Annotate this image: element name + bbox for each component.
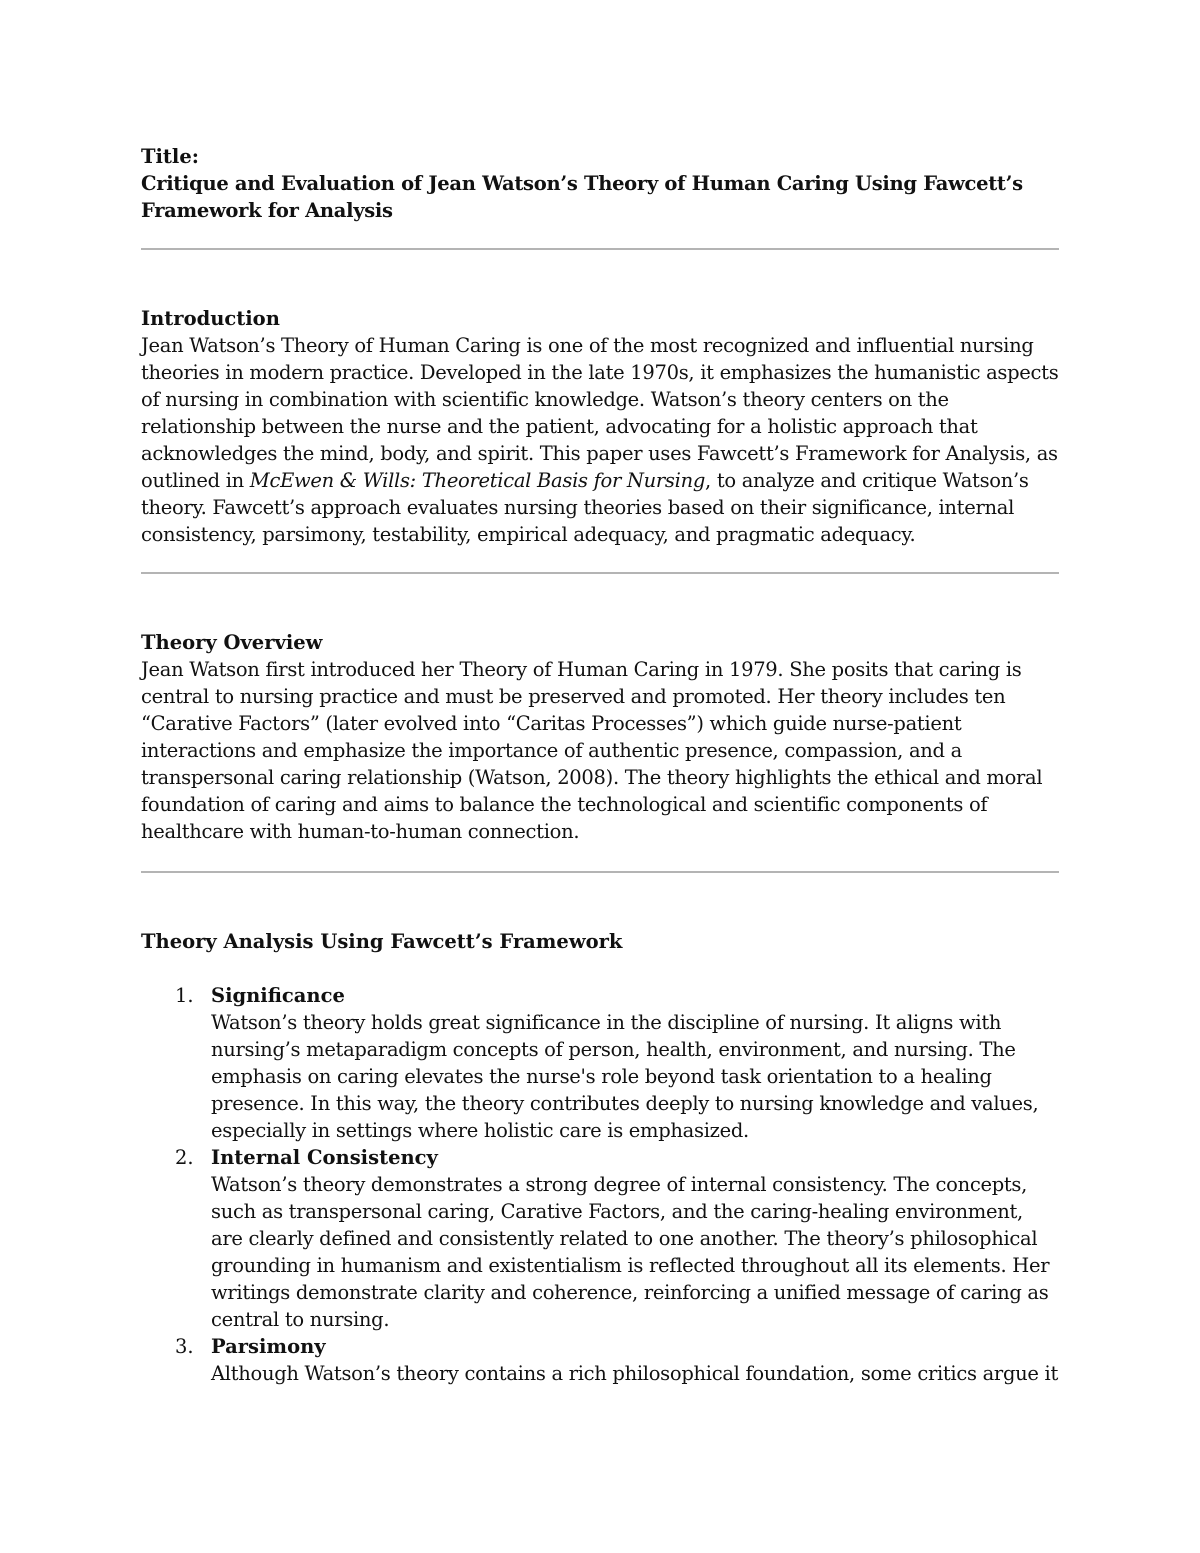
parsimony-text: Although Watson’s theory contains a rich philosophical foundation, some critics argue it [211, 1362, 1058, 1385]
list-item-number: 3. [175, 1335, 194, 1358]
list-item-number: 1. [175, 984, 194, 1007]
analysis-heading: Theory Analysis Using Fawcett’s Framework [141, 930, 623, 953]
list-item [141, 982, 1059, 1144]
significance-text: Watson’s theory holds great significance in the discipline of nursing. It aligns with nursing’s metaparadigm concepts of person, health, environment, and nursing. The emphasis on caring elevates the nurse's role beyond task orientation to a healing presence. In this way, the theory contributes deeply to nursing knowledge and values, especially in settings where holistic care is emphasized. [211, 1011, 1039, 1142]
overview-heading: Theory Overview [141, 631, 323, 654]
list-item-number: 2. [175, 1146, 194, 1169]
internal-consistency-text: Watson’s theory demonstrates a strong degree of internal consistency. The concepts, such as transpersonal caring, Carative Factors, and the caring-healing environment, are clearly defined and consistently related to one another. The theory’s philosophical grounding in humanism and existentialism is reflected throughout all its elements. Her writings demonstrate clarity and coherence, reinforcing a unified message of caring as central to nursing. [211, 1173, 1050, 1331]
list-item [141, 1144, 1059, 1333]
introduction-heading: Introduction [141, 307, 280, 330]
title-label: Title: [141, 145, 199, 168]
document-page [141, 143, 1059, 1387]
analysis-list [141, 982, 1059, 1387]
parsimony-heading: Parsimony [211, 1335, 326, 1358]
document-title-line-2: Framework for Analysis [141, 199, 393, 222]
overview-paragraph: Jean Watson first introduced her Theory of Human Caring in 1979. She posits that caring is central to nursing practice and must be preserved and promoted. Her theory includes ten “Carative Factors” (later evolved into “Caritas Processes”) which guide nurse-patient interactions and emphasize the importance of authentic presence, compassion, and a transpersonal caring relationship (Watson, 2008). The theory highlights the ethical and moral foundation of caring and aims to balance the technological and scientific components of healthcare with human-to-human connection. [141, 658, 1043, 843]
introduction-text-part-1: Jean Watson’s Theory of Human Caring is one of the most recognized and influential nursing theories in modern practice. Developed in the late 1970s, it emphasizes the humanistic aspects of nursing in combination with scientific knowledge. Watson’s theory centers on the relationship between the nurse and the patient, advocating for a holistic approach that acknowledges the mind, body, and spirit. This paper uses Fawcett’s Framework for Analysis, as outlined in [141, 334, 1059, 492]
document-title-line-1: Critique and Evaluation of Jean Watson’s Theory of Human Caring Using Fawcett’s [141, 172, 1023, 195]
introduction-citation: McEwen & Wills: Theoretical Basis for Nursing [249, 469, 706, 492]
introduction-text-part-2: , to analyze and critique Watson’s theory. Fawcett’s approach evaluates nursing theories based on their significance, internal consistency, parsimony, testability, empirical adequacy, and pragmatic adequacy. [141, 469, 1029, 546]
introduction-paragraph [141, 332, 1059, 548]
list-item [141, 1333, 1059, 1387]
significance-heading: Significance [211, 984, 345, 1007]
internal-consistency-heading: Internal Consistency [211, 1146, 438, 1169]
